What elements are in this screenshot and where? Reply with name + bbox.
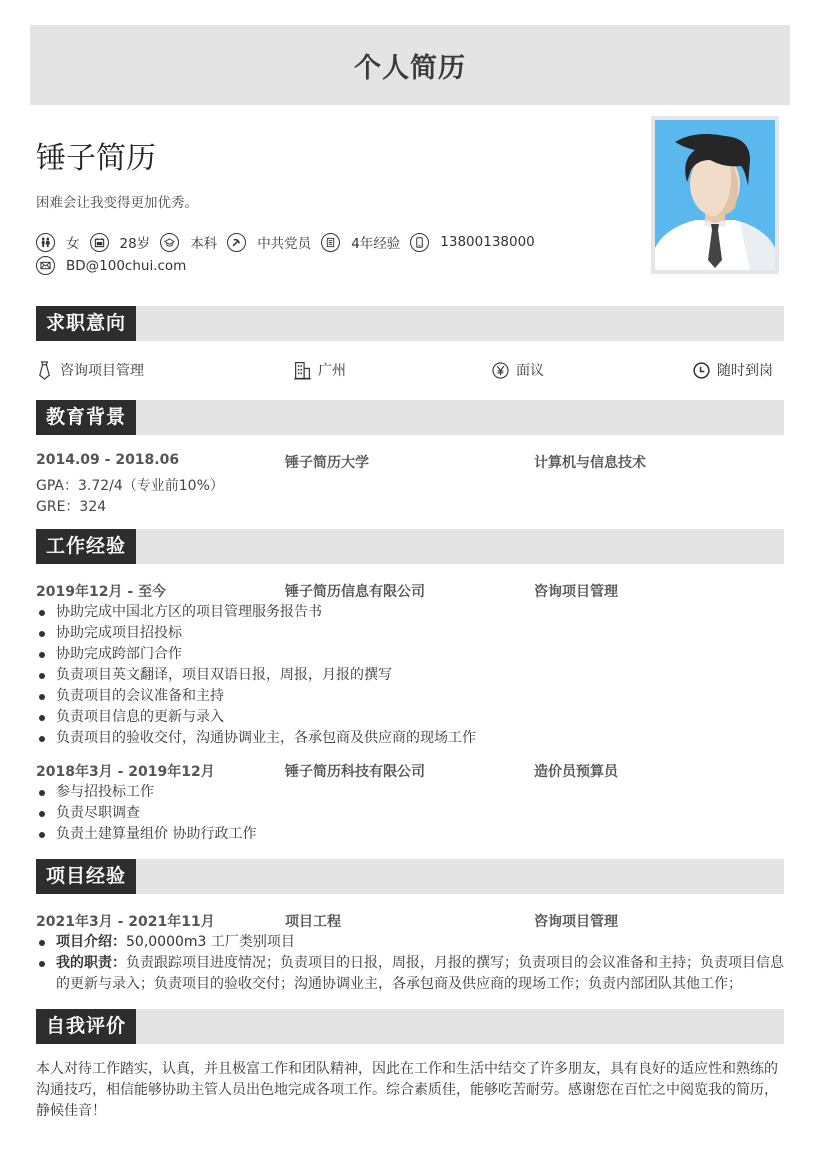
section-work-experience	[36, 529, 784, 564]
info-age	[90, 232, 151, 252]
section-title: 求职意向	[36, 306, 136, 341]
info-political	[227, 232, 311, 252]
project-intro-label: 项目介绍：	[56, 934, 126, 950]
intent-city-value: 广州	[318, 363, 346, 379]
project-intro-text: 50,0000m3 工厂类别项目	[126, 934, 295, 950]
list-item: 协助完成跨部门合作	[36, 644, 784, 665]
basic-info-line-1	[36, 232, 545, 252]
section-education	[36, 400, 784, 435]
page-title: 个人简历	[354, 52, 466, 84]
page-header	[30, 25, 790, 105]
job-1-duties	[36, 602, 784, 749]
education-value: 本科	[190, 236, 218, 252]
section-self-evaluation	[36, 1009, 784, 1044]
list-item: 负责项目的验收交付，沟通协调业主，各承包商及供应商的现场工作	[36, 728, 784, 749]
political-value: 中共党员	[257, 236, 312, 252]
section-job-intent	[36, 306, 784, 341]
list-item: 负责尽职调查	[36, 803, 784, 824]
job-company: 锤子简历信息有限公司	[285, 584, 425, 600]
tie-icon	[36, 361, 53, 380]
job-period: 2018年3月 - 2019年12月	[36, 764, 215, 780]
section-title: 教育背景	[36, 400, 136, 435]
clock-icon	[693, 361, 710, 380]
list-item: 协助完成中国北方区的项目管理服务报告书	[36, 602, 784, 623]
section-title: 工作经验	[36, 529, 136, 564]
intent-position-value: 咨询项目管理	[60, 363, 144, 379]
email-value[interactable]: BD@100chui.com	[66, 257, 187, 274]
intent-availability	[693, 360, 773, 380]
mobile-phone-icon	[410, 233, 429, 252]
party-emblem-icon	[227, 233, 246, 252]
gender-icon	[36, 233, 55, 252]
job-2-duties	[36, 782, 784, 845]
phone-value[interactable]: 13800138000	[440, 234, 535, 250]
building-icon	[294, 361, 311, 380]
section-title: 项目经验	[36, 859, 136, 894]
job-company: 锤子简历科技有限公司	[285, 764, 425, 780]
experience-value: 4年经验	[351, 236, 401, 252]
project-duty	[36, 953, 784, 995]
list-item: 负责项目英文翻译，项目双语日报，周报，月报的撰写	[36, 665, 784, 686]
intent-availability-value: 随时到岗	[717, 363, 773, 379]
document-icon	[321, 233, 340, 252]
avatar	[655, 120, 775, 270]
education-gre: GRE：324	[36, 499, 107, 515]
intent-city	[294, 360, 346, 380]
avatar-illustration-icon	[655, 120, 775, 270]
basic-info-line-2	[36, 256, 196, 275]
list-item: 负责土建算量组价 协助行政工作	[36, 824, 784, 845]
gender-value: 女	[66, 236, 80, 252]
education-gpa: GPA：3.72/4（专业前10%）	[36, 478, 224, 494]
intent-salary	[492, 360, 544, 380]
info-email	[36, 256, 186, 275]
intent-salary-value: 面议	[516, 363, 544, 379]
section-title: 自我评价	[36, 1009, 136, 1044]
job-role: 造价员预算员	[534, 764, 618, 780]
education-school: 锤子简历大学	[285, 455, 369, 471]
project-intro	[36, 932, 784, 953]
project-period: 2021年3月 - 2021年11月	[36, 914, 215, 930]
intent-position	[36, 360, 144, 380]
envelope-icon	[36, 256, 55, 275]
info-experience	[321, 232, 400, 252]
yen-icon	[492, 361, 509, 380]
motto: 困难会让我变得更加优秀。	[36, 195, 198, 211]
list-item: 协助完成项目招投标	[36, 623, 784, 644]
project-duty-text: 负责跟踪项目进度情况；负责项目的日报，周报，月报的撰写；负责项目的会议准备和主持；负责项目信息的更新与录入；负责项目的验收交付；沟通协调业主，各承包商及供应商的现场工作；负责内部团队其他工作；	[56, 955, 784, 992]
education-period: 2014.09 - 2018.06	[36, 452, 180, 468]
list-item: 负责项目信息的更新与录入	[36, 707, 784, 728]
info-gender	[36, 232, 80, 252]
section-project-experience	[36, 859, 784, 894]
job-period: 2019年12月 - 至今	[36, 584, 167, 600]
age-value: 28岁	[119, 236, 151, 252]
list-item: 参与招投标工作	[36, 782, 784, 803]
graduation-cap-icon	[160, 233, 179, 252]
profile-photo	[651, 116, 779, 274]
list-item: 负责项目的会议准备和主持	[36, 686, 784, 707]
calendar-icon	[90, 233, 109, 252]
info-phone	[410, 233, 534, 252]
candidate-name: 锤子简历	[36, 141, 156, 176]
project-duty-label: 我的职责：	[56, 955, 126, 971]
project-name: 项目工程	[285, 914, 341, 930]
info-education	[160, 232, 217, 252]
education-major: 计算机与信息技术	[534, 455, 646, 471]
self-evaluation-text: 本人对待工作踏实，认真，并且极富工作和团队精神，因此在工作和生活中结交了许多朋友，具有良好的适应性和熟练的沟通技巧，相信能够协助主管人员出色地完成各项工作。综合素质佳，能够吃苦耐劳。感谢您在百忙之中阅览我的简历，静候佳音！	[36, 1061, 778, 1119]
project-details	[36, 932, 784, 995]
job-role: 咨询项目管理	[534, 584, 618, 600]
project-role: 咨询项目管理	[534, 914, 618, 930]
